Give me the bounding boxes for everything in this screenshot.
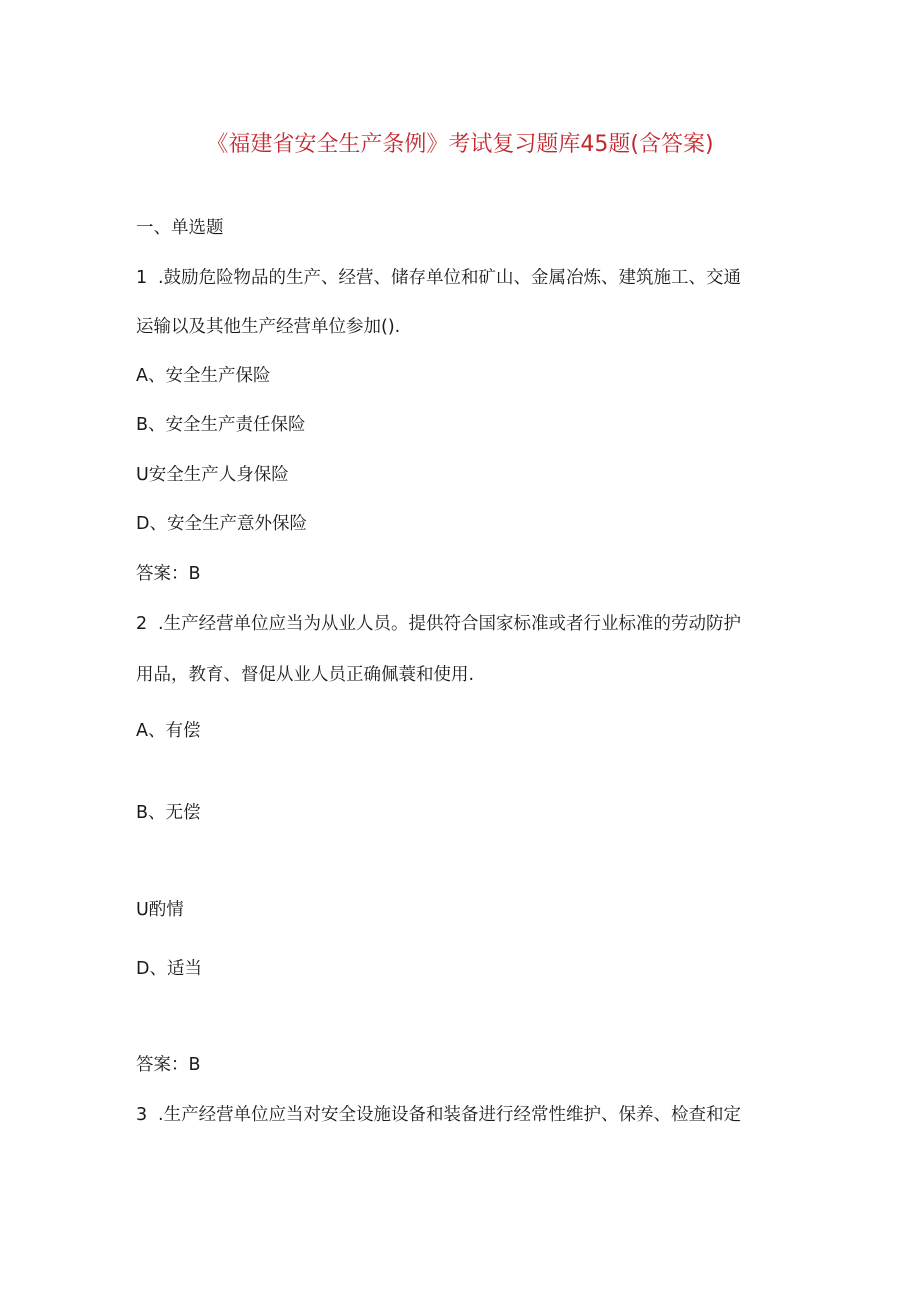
question-number: 3 — [136, 1105, 148, 1125]
question-text: .生产经营单位应当对安全设施设备和装备进行经常性维护、保养、检查和定 — [158, 1105, 742, 1125]
question-3-stem-line-1 — [136, 1101, 741, 1129]
section-heading: 一、单选题 — [136, 218, 224, 238]
question-1-option-c: U安全生产人身保险 — [136, 465, 289, 485]
question-2-option-a: A、有偿 — [136, 721, 201, 741]
question-2-stem-line-2: 用品，教育、督促从业人员正确佩蓑和使用. — [136, 665, 475, 685]
question-text: .生产经营单位应当为从业人员。提供符合国家标准或者行业标准的劳动防护 — [158, 614, 742, 634]
question-1-answer: 答案：B — [136, 564, 201, 584]
question-2-option-b: B、无偿 — [136, 803, 201, 823]
question-text: .鼓励危险物品的生产、经营、储存单位和矿山、金属冶炼、建筑施工、交通 — [158, 268, 742, 288]
document-title: 《福建省安全生产条例》考试复习题库45题(含答案) — [206, 132, 714, 157]
question-2-option-c: U酌情 — [136, 900, 184, 920]
question-2-answer: 答案：B — [136, 1055, 201, 1075]
question-1-option-a: A、安全生产保险 — [136, 366, 271, 386]
question-number: 1 — [136, 268, 148, 288]
question-1-stem-line-1 — [136, 264, 741, 292]
question-1-option-b: B、安全生产责任保险 — [136, 415, 306, 435]
question-2-stem-line-1 — [136, 610, 741, 638]
question-1-stem-line-2: 运输以及其他生产经营单位参加(). — [136, 317, 401, 337]
question-number: 2 — [136, 614, 148, 634]
question-2-option-d: D、适当 — [136, 959, 202, 979]
question-1-option-d: D、安全生产意外保险 — [136, 514, 307, 534]
